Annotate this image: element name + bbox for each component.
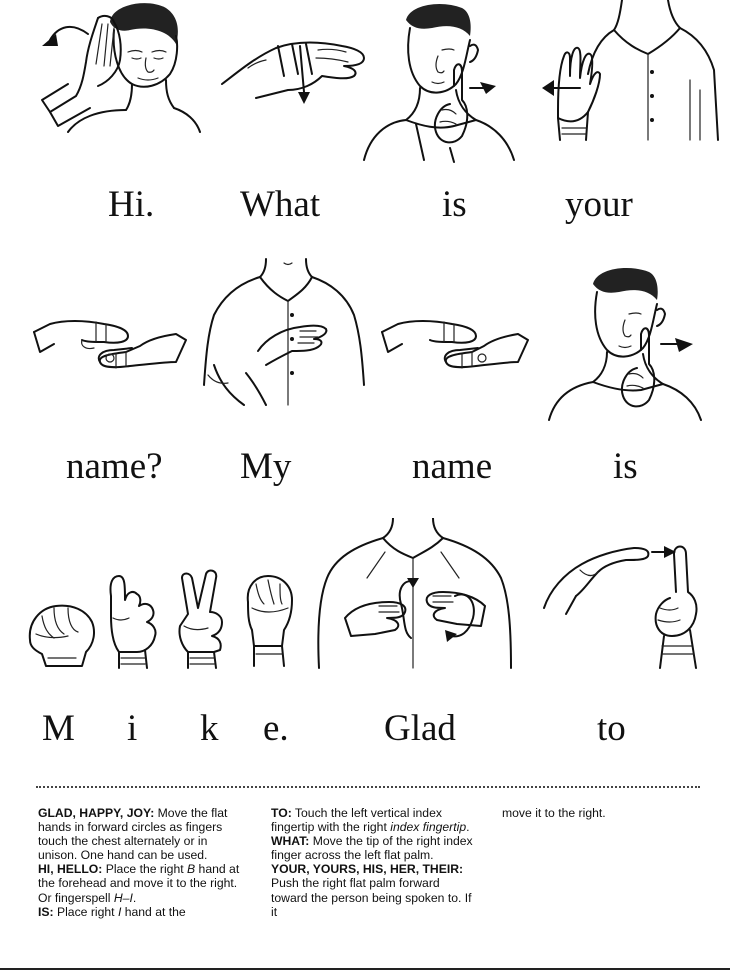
definitions-column-1 xyxy=(38,806,243,919)
bottom-rule xyxy=(0,968,730,970)
word-letter-m: M xyxy=(42,708,75,749)
term-to: TO: xyxy=(271,806,292,820)
your-sign-figure xyxy=(540,0,720,145)
word-letter-k: k xyxy=(200,708,219,749)
term-glad: GLAD, HAPPY, JOY: xyxy=(38,806,155,820)
term-hi: HI, HELLO: xyxy=(38,862,103,877)
hi-sign-figure xyxy=(28,0,203,135)
word-your: your xyxy=(565,184,633,225)
word-hi: Hi. xyxy=(108,184,155,225)
definition-glad: GLAD, HAPPY, JOY: Move the flat hands in forward circles as fingers touch the chest alternately or in unison. One hand can be used. xyxy=(38,806,228,863)
what-sign-hands xyxy=(218,28,368,108)
term-your: YOUR, YOURS, HIS, HER, THEIR: xyxy=(271,862,464,877)
word-to: to xyxy=(597,708,626,749)
letter-k-hand xyxy=(168,568,238,670)
letter-i-hand xyxy=(103,570,165,670)
definition-is: IS: Place right I hand at the xyxy=(38,904,186,919)
definitions-column-2 xyxy=(271,806,476,919)
definition-to: TO: Touch the left vertical index fingertip with the right index fingertip. xyxy=(271,806,470,835)
letter-e-hand xyxy=(242,570,297,670)
word-is: is xyxy=(442,184,467,225)
term-is: IS: xyxy=(38,904,54,919)
word-letter-i: i xyxy=(127,708,138,749)
letter-m-hand xyxy=(24,600,99,670)
name-sign-hands-2 xyxy=(378,312,533,374)
to-sign-hands xyxy=(540,530,712,675)
definition-continued: move it to the right. xyxy=(502,806,606,820)
is-sign-figure xyxy=(358,0,518,165)
word-is-2: is xyxy=(613,446,638,487)
term-what: WHAT: xyxy=(271,834,310,849)
definition-what: WHAT: Move the tip of the right index finger across the left flat palm. xyxy=(271,834,473,863)
definition-hi: HI, HELLO: Place the right B hand at the forehead and move it to the right. Or fingerspell H–I. xyxy=(38,862,240,905)
word-glad: Glad xyxy=(384,708,456,749)
definition-your: YOUR, YOURS, HIS, HER, THEIR: Push the right flat palm forward toward the person being spoken to. If it xyxy=(271,862,472,919)
word-name: name? xyxy=(66,446,163,487)
word-letter-e: e. xyxy=(263,708,289,749)
is-sign-figure-2 xyxy=(545,262,705,422)
glad-sign-figure xyxy=(315,518,515,678)
definitions-column-3 xyxy=(502,806,702,820)
word-what: What xyxy=(240,184,321,225)
dotted-divider xyxy=(36,786,700,788)
word-name-2: name xyxy=(412,446,493,487)
my-sign-figure xyxy=(200,255,368,410)
name-sign-hands xyxy=(30,312,190,374)
word-my: My xyxy=(240,446,292,487)
